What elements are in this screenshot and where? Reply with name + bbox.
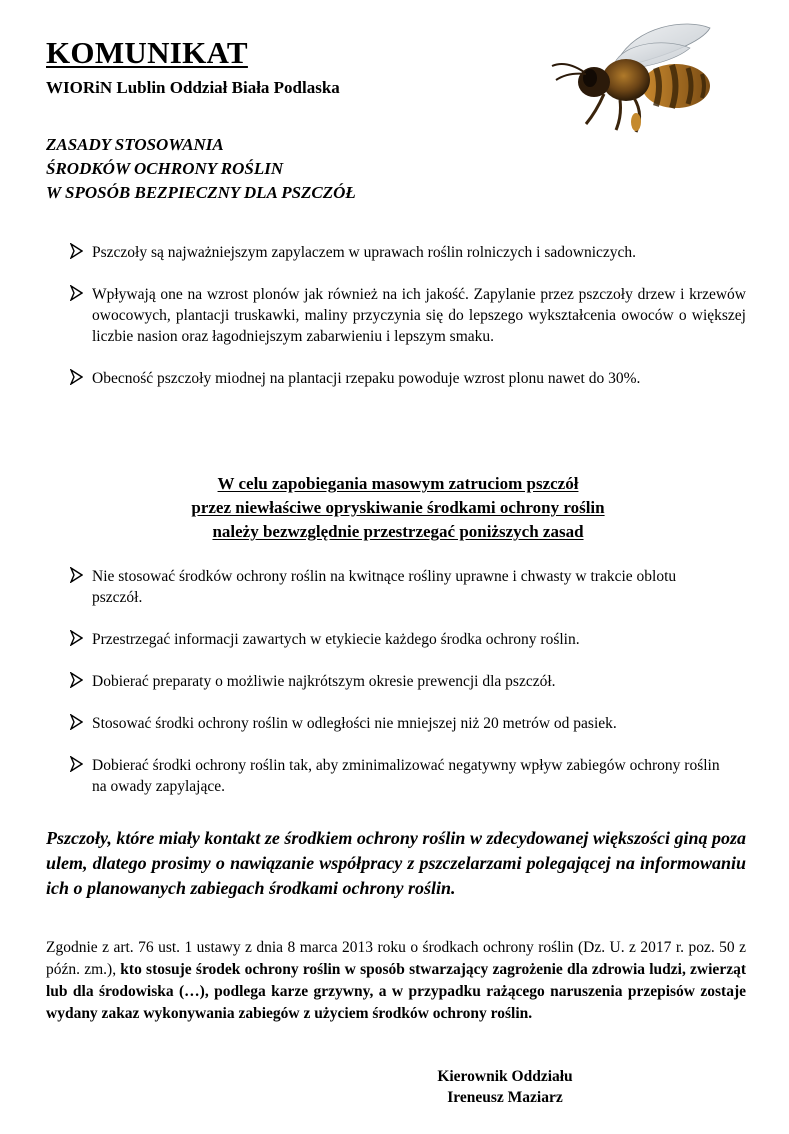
list-item [70,368,746,389]
legal-text-bold: kto stosuje środek ochrony roślin w sposób stwarzający zagrożenie dla zdrowia ludzi, zwierząt lub dla środowiska (…), podlega karze grzywny, a w przypadku rażącego naruszenia przepisów zostaje wydany zakaz wykonywania zabiegów z użyciem środków ochrony roślin. [46,961,746,1022]
arrow-bullet-icon [70,243,83,259]
section-heading [46,133,356,205]
list-item [70,713,730,734]
page-title: KOMUNIKAT [46,35,248,70]
callout-line: przez niewłaściwe opryskiwanie środkami ochrony roślin [191,498,605,517]
list-item-text: Stosować środki ochrony roślin w odległości nie mniejszej niż 20 metrów od pasiek. [92,715,617,732]
bee-image [526,16,716,136]
page-subtitle: WIORiN Lublin Oddział Biała Podlaska [46,78,340,97]
signature-position: Kierownik Oddziału [437,1068,573,1085]
arrow-bullet-icon [70,369,83,385]
rules-list [70,566,730,818]
arrow-bullet-icon [70,285,83,301]
list-item-text: Pszczoły są najważniejszym zapylaczem w uprawach roślin rolniczych i sadowniczych. [92,244,637,261]
list-item-text: Przestrzegać informacji zawartych w etykiecie każdego środka ochrony roślin. [92,631,580,648]
callout-heading [60,472,736,544]
list-item [70,242,746,263]
legal-text: Zgodnie z art. 76 ust. 1 ustawy z dnia 8 marca 2013 roku o środkach ochrony roślin (Dz. U. z 2017 r. poz. 50 z późn. zm.), [46,939,746,978]
list-item-text: Obecność pszczoły miodnej na plantacji rzepaku powoduje wzrost plonu nawet do 30%. [92,370,641,387]
section-heading-line: ŚRODKÓW OCHRONY ROŚLIN [46,159,284,178]
list-item-text: Wpływają one na wzrost plonów jak również na ich jakość. Zapylanie przez pszczoły drzew i krzewów owocowych, plantacji truskawki, maliny przyczynia się do lepszego wykształcenia owoców o większej liczbie nasion oraz łagodniejszym zabarwieniu i lepszym smaku. [92,286,746,345]
callout-line: należy bezwzględnie przestrzegać poniższych zasad [212,522,584,541]
list-item [70,629,730,650]
signature-block [400,1066,610,1108]
facts-list [70,242,746,410]
section-heading-line: ZASADY STOSOWANIA [46,135,224,154]
arrow-bullet-icon [70,714,83,730]
list-item-text: Dobierać preparaty o możliwie najkrótszym okresie prewencji dla pszczół. [92,673,556,690]
arrow-bullet-icon [70,672,83,688]
list-item [70,284,746,347]
arrow-bullet-icon [70,630,83,646]
appeal-paragraph: Pszczoły, które miały kontakt ze środkiem ochrony roślin w zdecydowanej większości giną poza ulem, dlatego prosimy o nawiązanie współpracy z pszczelarzami polegającej na informowaniu ich o planowanych zabiegach środkami ochrony roślin. [46,828,746,898]
list-item [70,671,730,692]
signature-name: Ireneusz Maziarz [447,1089,563,1106]
arrow-bullet-icon [70,567,83,583]
section-heading-line: W SPOSÓB BEZPIECZNY DLA PSZCZÓŁ [46,183,356,202]
list-item-text: Dobierać środki ochrony roślin tak, aby zminimalizować negatywny wpływ zabiegów ochrony roślin na owady zapylające. [92,757,720,795]
legal-paragraph [46,937,746,1025]
callout-line: W celu zapobiegania masowym zatruciom pszczół [217,474,579,493]
list-item [70,755,730,797]
list-item-text: Nie stosować środków ochrony roślin na kwitnące rośliny uprawne i chwasty w trakcie oblotu pszczół. [92,568,677,606]
arrow-bullet-icon [70,756,83,772]
list-item [70,566,730,608]
